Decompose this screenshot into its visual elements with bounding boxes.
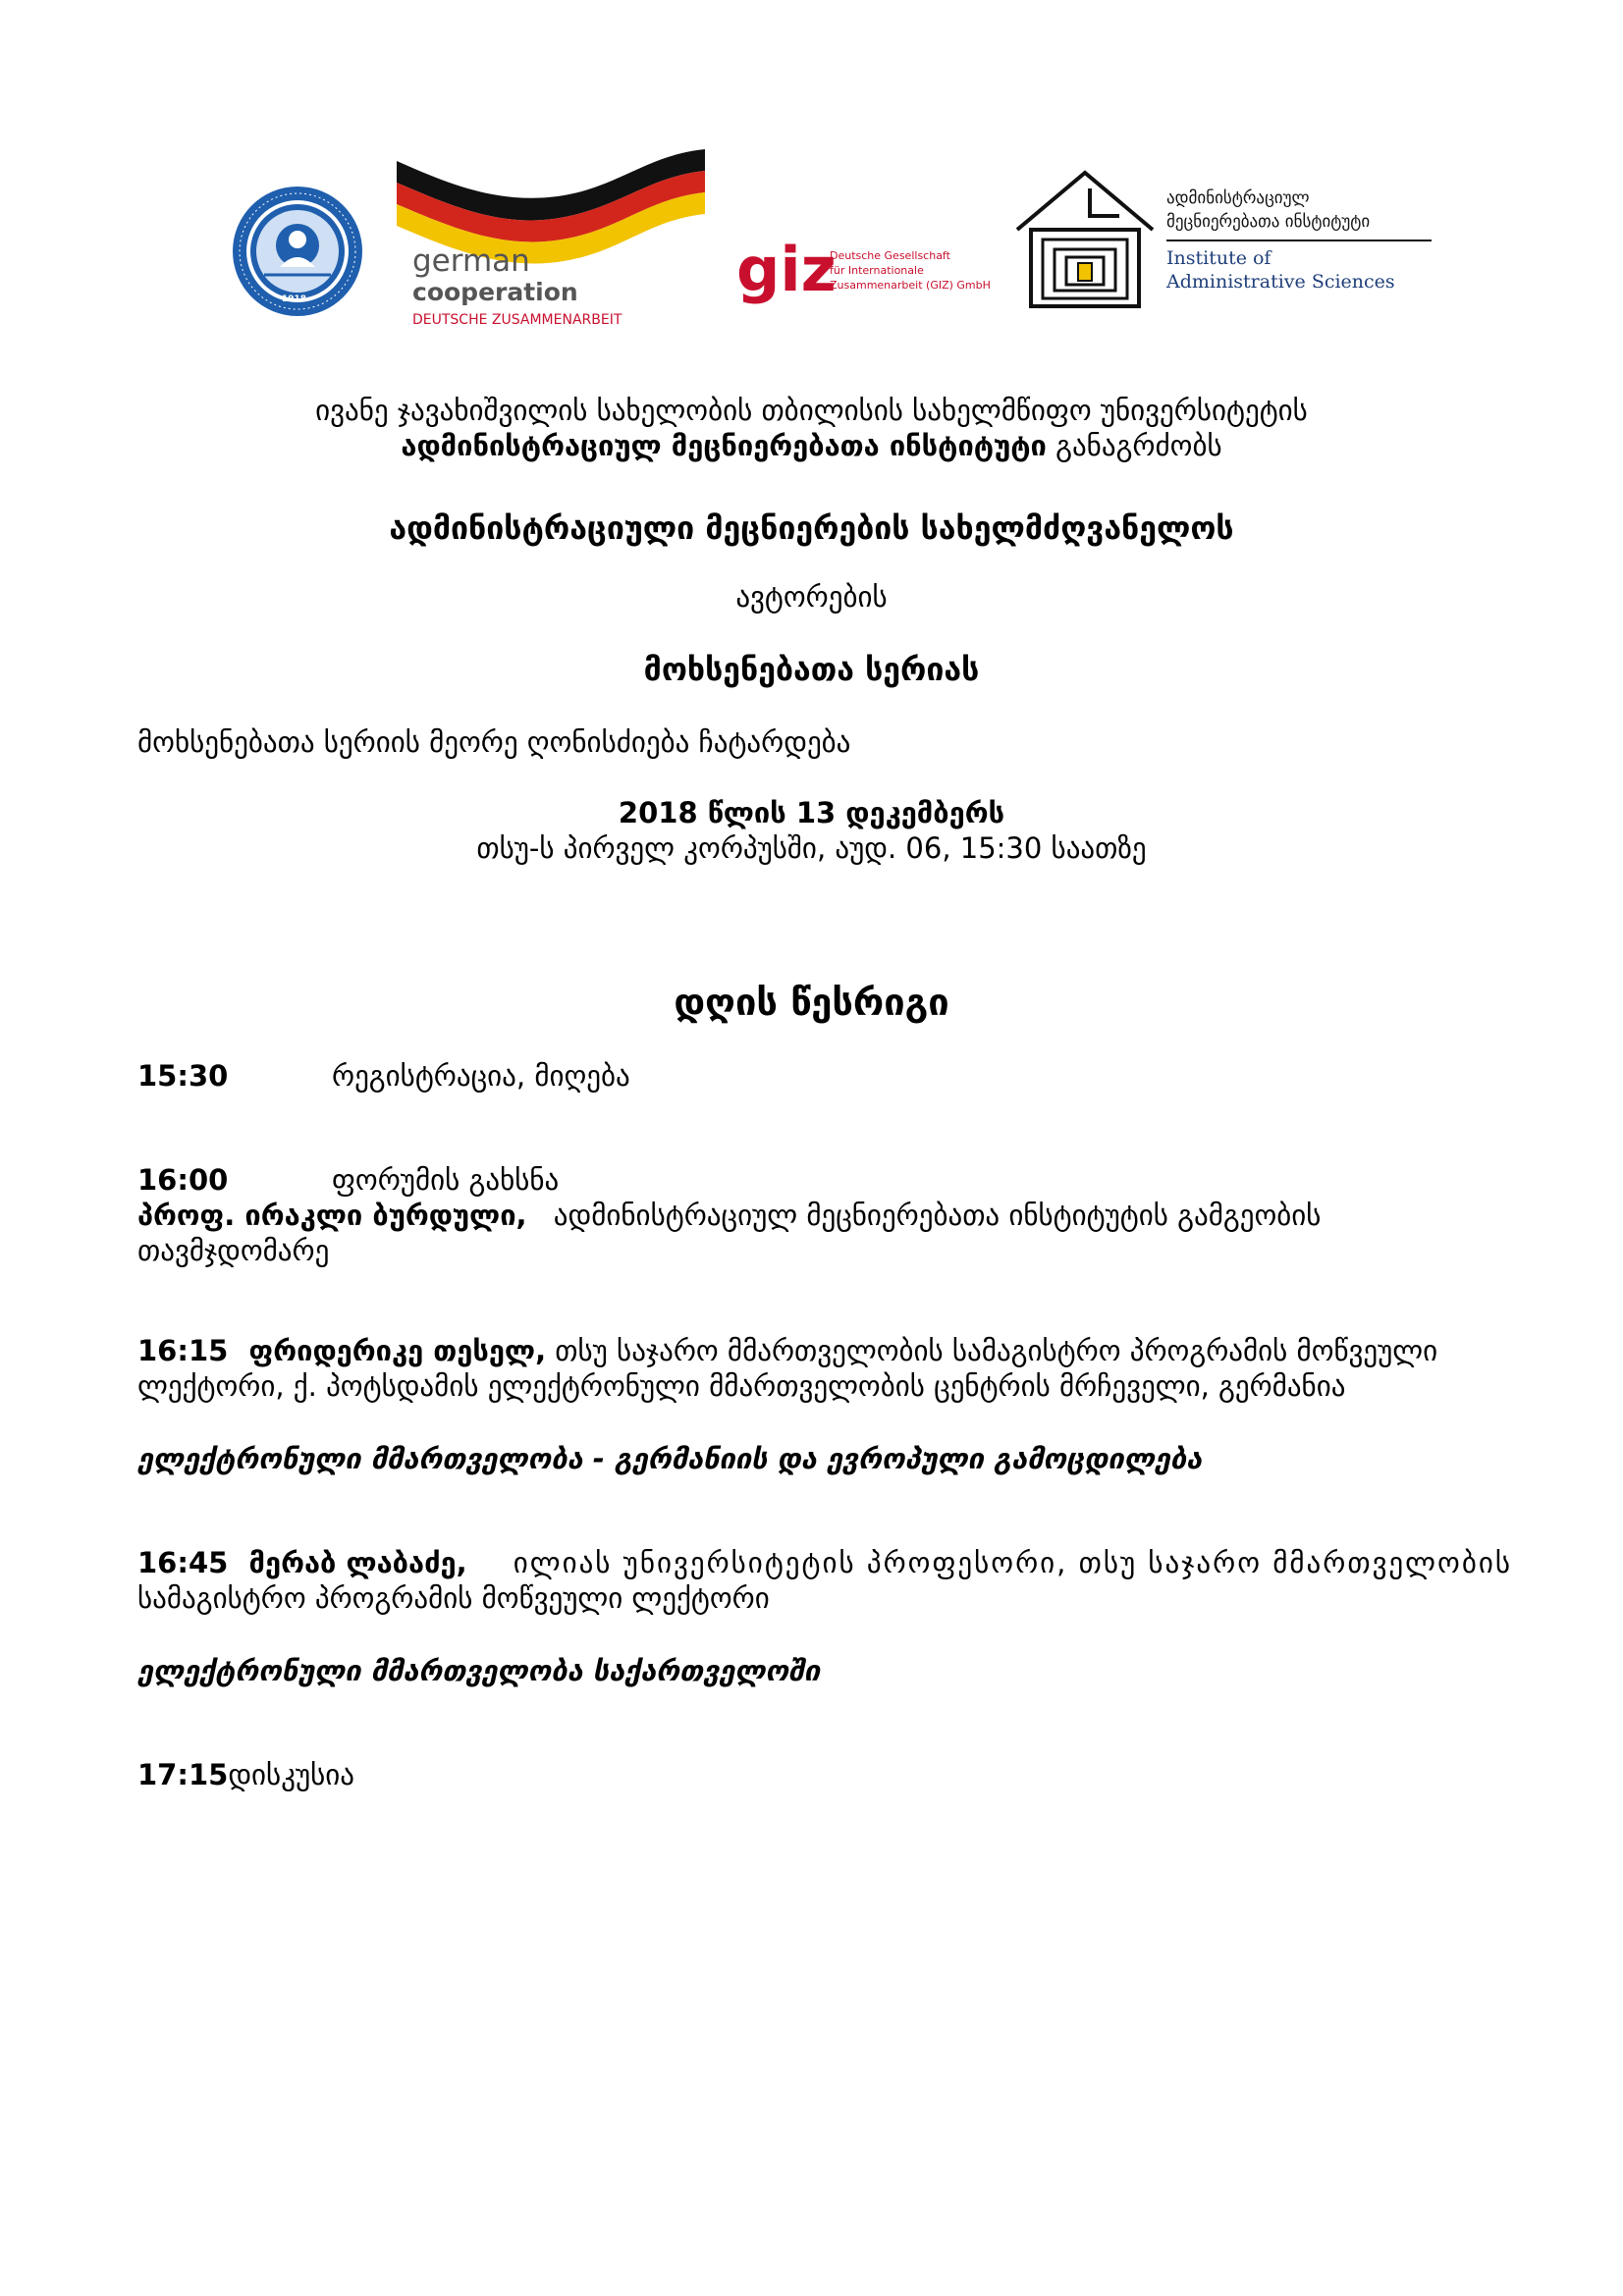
handbook-title: ადმინისტრაციული მეცნიერების სახელმძღვანელოს [389, 509, 1234, 547]
agenda-text-1600: ფორუმის გახსნა [332, 1163, 560, 1197]
agenda-speaker-1645: მერაბ ლაბაძე, [248, 1546, 467, 1579]
ias-en-line1: Institute of [1166, 247, 1271, 269]
ias-divider [1166, 240, 1432, 241]
agenda-row-1715 [137, 1757, 354, 1792]
giz-line2: für Internationale [830, 264, 924, 277]
agenda-time-1615: 16:15 [137, 1334, 229, 1367]
intro-line1: ივანე ჯავახიშვილის სახელობის თბილისის სახელმწიფო უნივერსიტეტის [315, 394, 1308, 427]
agenda-time-1600: 16:00 [137, 1163, 229, 1197]
agenda-speaker-head-1645 [137, 1545, 467, 1580]
agenda-role2-1615: ლექტორი, ქ. პოტსდამის ელექტრონული მმართველობის ცენტრის მრჩეველი, გერმანია [137, 1369, 1346, 1403]
event-date: 2018 წლის 13 დეკემბერს [618, 796, 1005, 829]
agenda-time-1715: 17:15 [137, 1758, 229, 1791]
ias-logo [1011, 167, 1443, 314]
agenda-role-1645: ილიას უნივერსიტეტის პროფესორი, თსუ საჯარო მმართველობის [513, 1546, 1512, 1579]
agenda-speaker-role-1600: ადმინისტრაციულ მეცნიერებათა ინსტიტუტის გამგეობის [553, 1199, 1322, 1232]
ias-en-line2: Administrative Sciences [1166, 271, 1395, 293]
agenda-time-1530: 15:30 [137, 1059, 229, 1093]
authors-line: ავტორების [735, 580, 888, 614]
giz-line3: Zusammenarbeit (GIZ) GmbH [830, 279, 991, 292]
agenda-speaker-row-1600 [137, 1198, 1321, 1233]
agenda-topic-1645: ელექტრონული მმართველობა საქართველოში [137, 1654, 821, 1687]
giz-line1: Deutsche Gesellschaft [830, 249, 950, 262]
intro-line2-rest: განაგრძობს [1046, 429, 1222, 462]
agenda-role2-1645: სამაგისტრო პროგრამის მოწვეული ლექტორი [137, 1581, 770, 1615]
agenda-speaker-row-1615 [137, 1333, 1437, 1368]
agenda-text-1715: დისკუსია [228, 1758, 355, 1791]
agenda-time-1645: 16:45 [137, 1546, 229, 1579]
tsu-seal-year: 1918 [282, 294, 307, 304]
agenda-text-1530: რეგისტრაცია, მიღება [332, 1059, 630, 1093]
agenda-role-1615: თსუ საჯარო მმართველობის სამაგისტრო პროგრამის მოწვეული [546, 1334, 1438, 1367]
logo-bar [0, 118, 1623, 344]
agenda-speaker-role2-1600: თავმჯდომარე [137, 1234, 330, 1267]
event-venue: თსუ-ს პირველ კორპუსში, აუდ. 06, 15:30 საათზე [476, 831, 1147, 865]
agenda-speaker-1615: ფრიდერიკე თესელ, [248, 1334, 547, 1367]
house-icon [1011, 167, 1159, 314]
event-line: მოხსენებათა სერიის მეორე ღონისძიება ჩატარდება [137, 725, 851, 759]
german-cooperation-logo [391, 135, 715, 332]
agenda-speaker-row-1645 [137, 1545, 1512, 1580]
giz-mark: giz [736, 234, 837, 305]
agenda-speaker-1600: პროფ. ირაკლი ბურდული, [137, 1199, 527, 1232]
agenda-title: დღის წესრიგი [674, 981, 949, 1024]
series-title: მოხსენებათა სერიას [643, 651, 980, 688]
ias-geo-line2: მეცნიერებათა ინსტიტუტი [1166, 212, 1371, 232]
agenda-topic-1615: ელექტრონული მმართველობა - გერმანიის და ევროპული გამოცდილება [137, 1442, 1203, 1475]
intro-line2 [0, 428, 1623, 463]
giz-logo [736, 236, 1001, 314]
german-coop-line2: cooperation [412, 278, 578, 306]
institute-name: ადმინისტრაციულ მეცნიერებათა ინსტიტუტი [401, 429, 1047, 462]
ias-geo-line1: ადმინისტრაციულ [1166, 188, 1310, 208]
german-coop-line3: DEUTSCHE ZUSAMMENARBEIT [412, 312, 622, 328]
german-coop-line1: german [412, 243, 530, 279]
tsu-seal-logo [231, 185, 364, 318]
